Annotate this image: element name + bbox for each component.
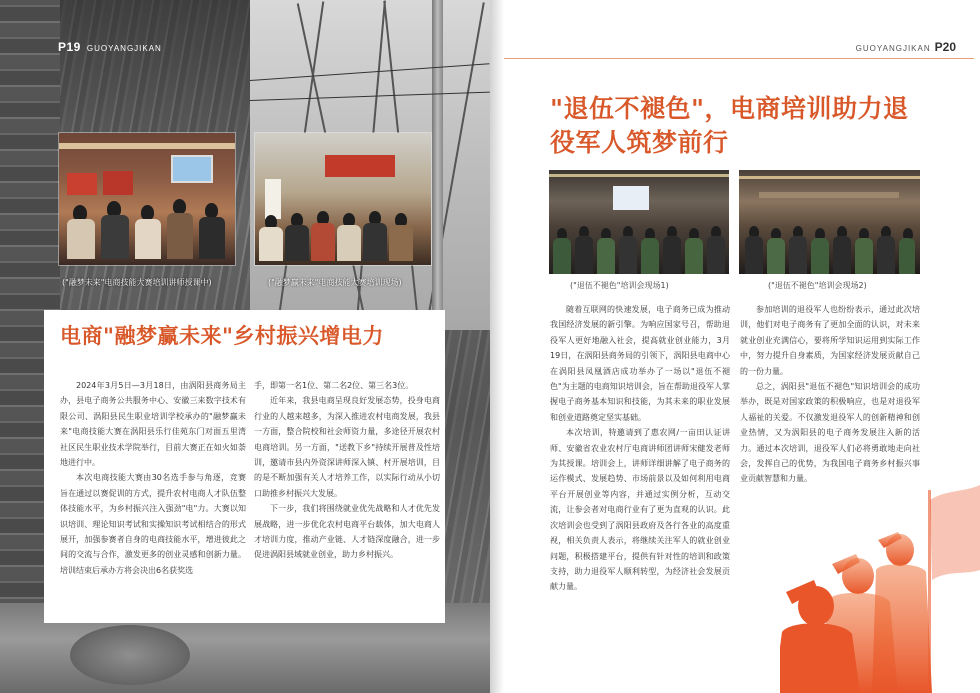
projector-screen [171,155,213,183]
photo-caption: ("退伍不褪色"培训会现场1) [570,281,669,290]
book-spine-shadow [490,0,504,693]
red-banner [325,155,395,177]
photo-veterans-training-2 [739,170,920,274]
article-column-2 [254,378,440,563]
article-column-1 [550,302,730,595]
photo-training-site [254,132,432,266]
projector-screen [613,186,649,210]
article-title: "退伍不褪色"，电商培训助力退役军人筑梦前行 [550,94,909,157]
paragraph: 参加培训的退役军人也纷纷表示，通过此次培训，他们对电子商务有了更加全面的认识，对未来就业创业充满信心，要将所学知识运用到实际工作中，努力提升自身素质，为国家经济发展贡献自己的一份力量。 [740,305,920,376]
page-number-right [856,40,956,54]
paragraph: 本次电商技能大赛由30名选手参与角逐，竞赛旨在通过以赛促训的方式，提升农村电商人才队伍整体技能水平，为乡村振兴注入强劲"电"力。大赛以知识培训、理论知识考试和实操知识考试相结合的形式展开，加强参赛者自身的电商技能水平，增进彼此之间的交流与合作，激发更多的创业灵感和创新力量。培训结束后承办方将会决出6名获奖选 [60,473,246,575]
paragraph: 随着互联网的快速发展，电子商务已成为推动我国经济发展的新引擎。为响应国家号召，帮助退役军人更好地融入社会，提高就业创业能力，3月19日，在涡阳县商务局的引领下，涡阳县电商中心在涡阳县凤凰酒店成功举办了一场以"退伍不褪色"为主题的电商知识培训会，旨在帮助退役军人掌握电子商务基本知识和技能，为其未来的职业发展和创业道路奠定坚实基础。 [550,305,730,422]
paragraph: 下一步，我们将围绕就业优先战略和人才优先发展战略，进一步优化农村电商平台载体，加大电商人才培训力度，推动产业链、人才链深度融合，进一步促进涡阳县域就业创业，助力乡村振兴。 [254,504,440,560]
article-title: 电商"融梦赢未来"乡村振兴增电力 [60,324,384,348]
page-label: P20 [934,40,956,54]
background-millstone [70,625,190,685]
article-column-2 [740,302,920,487]
photo-caption: ("融梦赢未来"电商技能大赛培训现场) [268,278,402,287]
magazine-name: GUOYANGJIKAN [855,44,931,53]
photo-veterans-training-1 [549,170,729,274]
photo-caption: ("融梦未来"电商技能大赛培训讲师授课中) [62,278,212,287]
page-label: P19 [58,40,81,54]
header-rule [504,58,974,59]
magazine-name: GUOYANGJIKAN [86,44,162,53]
page-number-left [58,40,162,54]
paragraph: 总之，涡阳县"退伍不褪色"知识培训会的成功举办，既是对国家政策的积极响应，也是对退役军人福祉的关爱。不仅激发退役军人的创新精神和创业热情，又为涡阳县的电子商务发展注入新的活力。通过本次培训，退役军人们必将勇敢地走向社会，发挥自己的优势，为我国电子商务乡村振兴事业贡献智慧和力量。 [740,382,920,484]
paragraph: 近年来，我县电商呈现良好发展态势，投身电商行业的人越来越多，为深入推进农村电商发展，我县一方面，整合院校和社会师资力量，多途径开展农村电商培训。另一方面，"送教下乡"持续开展普及性培训，邀请市县内外资深讲师深入镇、村开展培训，目的是不断加强有关人才培养工作，以实际行动从小切口助推乡村振兴大发展。 [254,396,440,498]
article-column-1 [60,378,246,578]
photo-caption: ("退伍不褪色"培训会现场2) [768,281,867,290]
photo-training-lecture [58,132,236,266]
paragraph: 本次培训，特邀请到了惠农网/一亩田认证讲师、安徽省农业农村厅电商讲师团讲师宋健发老师为其授课。培训会上，讲师详细讲解了电子商务的运作模式、发展趋势、市场前景以及如何利用电商平台开展创业等内容，并通过实例分析，互动交流，让参会者对电商行业有了更为直观的认识。此次培训会也受到了涡阳县政府及各行各业的高度重视，相关负责人表示，将继续关注军人的就业创业问题，积极搭建平台，提供有针对性的培训和政策支持，助力退役军人顺利转型，为经济社会发展贡献力量。 [550,428,730,592]
paragraph: 手，即第一名1位、第二名2位、第三名3位。 [254,381,414,390]
paragraph: 2024年3月5日—3月18日，由涡阳县商务局主办，县电子商务公共服务中心、安徽三来数字技术有限公司、涡阳县民生职业培训学校承办的"融梦赢未来"电商技能大赛在涡阳县乐行佳苑东门对面五里湾社区民生职业技术学院举行，目前大赛正在如火如荼地进行中。 [60,381,246,468]
